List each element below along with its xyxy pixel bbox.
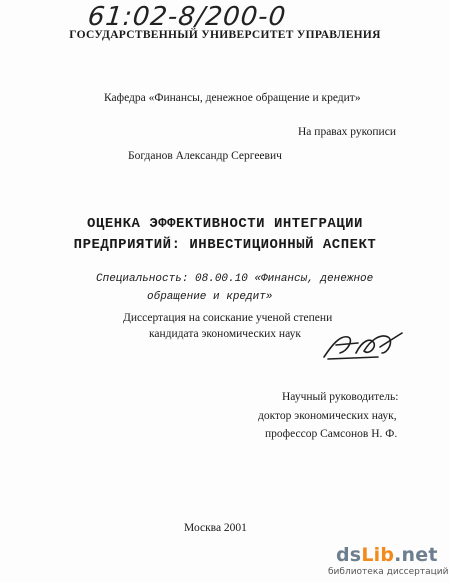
- supervisor-name: профессор Самсонов Н. Ф.: [265, 428, 398, 440]
- dslib-watermark-logo[interactable]: [328, 544, 449, 580]
- degree-line-2: кандидата экономических наук: [149, 328, 301, 340]
- supervisor-degree: доктор экономических наук,: [258, 410, 397, 422]
- manuscript-rights-note: На правах рукописи: [298, 126, 396, 138]
- department-name: Кафедра «Финансы, денежное обращение и кредит»: [104, 92, 361, 104]
- handwritten-catalog-code: 61:02-8/200-0: [86, 2, 288, 32]
- dissertation-title-line-2: ПРЕДПРИЯТИЙ: ИНВЕСТИЦИОННЫЙ АСПЕКТ: [73, 237, 377, 253]
- specialty-line-2: обращение и кредит»: [147, 291, 273, 303]
- dslib-brand-text: dsLib.net: [336, 544, 438, 566]
- handwritten-signature: [318, 327, 408, 363]
- city-and-year: Москва 2001: [184, 522, 247, 534]
- specialty-line-1: Специальность: 08.00.10 «Финансы, денежное: [96, 273, 374, 285]
- dslib-tagline: библиотека диссертаций: [328, 567, 449, 577]
- author-name: Богданов Александр Сергеевич: [128, 150, 282, 162]
- supervisor-label: Научный руководитель:: [282, 391, 399, 403]
- degree-line-1: Диссертация на соискание ученой степени: [123, 312, 333, 324]
- university-name: ГОСУДАРСТВЕННЫЙ УНИВЕРСИТЕТ УПРАВЛЕНИЯ: [69, 29, 381, 41]
- dissertation-title-line-1: ОЦЕНКА ЭФФЕКТИВНОСТИ ИНТЕГРАЦИИ: [87, 216, 363, 232]
